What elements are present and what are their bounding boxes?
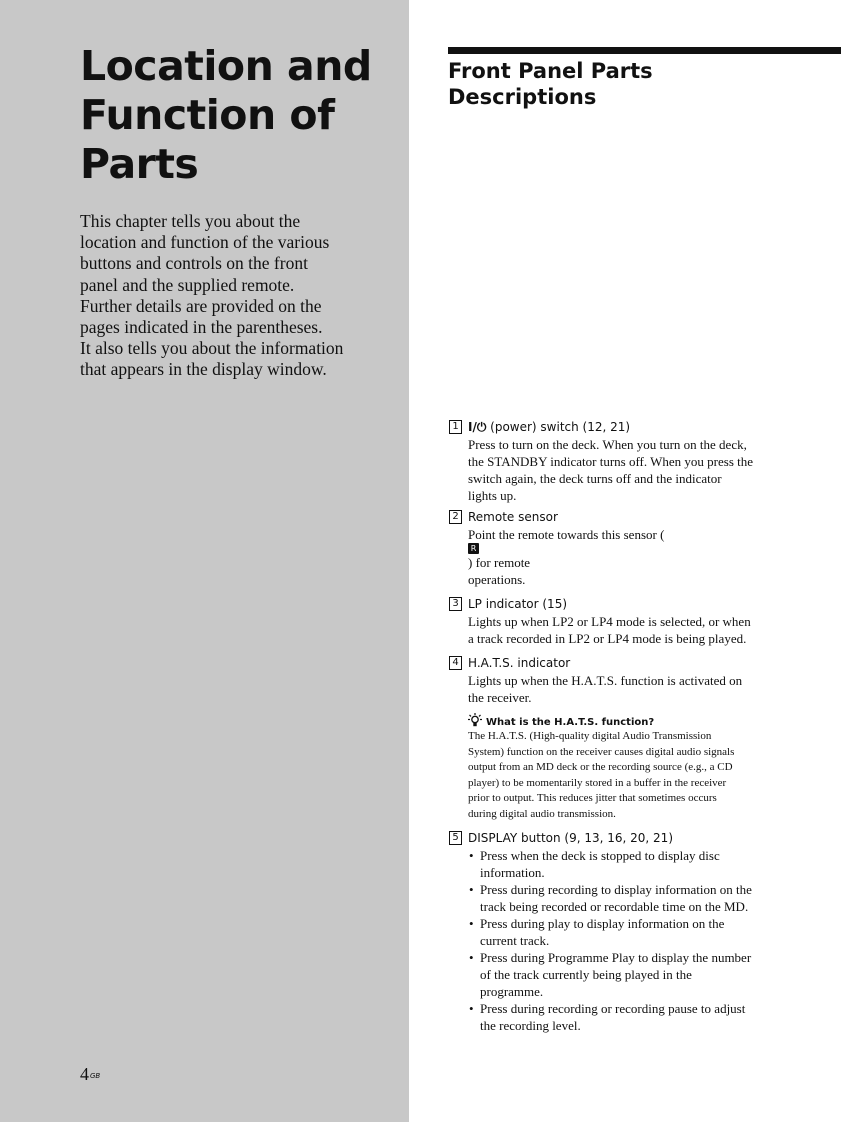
part-item — [448, 596, 788, 647]
tip-line: prior to output. This reduces jitter that sometimes occurs — [468, 792, 717, 805]
page-number-value: 4 — [80, 1064, 89, 1084]
bullet-icon: • — [469, 949, 474, 965]
bullet-line: Press during play to display information on the — [480, 915, 725, 931]
part-heading: LP indicator (15) — [468, 597, 568, 611]
bullet-line: programme. — [480, 983, 544, 999]
part-item — [448, 509, 788, 588]
bullet-line: Press during recording to display information on the — [480, 881, 752, 897]
chapter-title-line: Location and — [80, 42, 372, 90]
list-item — [468, 881, 788, 915]
bullet-line: Press when the deck is stopped to display disc — [480, 847, 720, 863]
bullet-icon: • — [469, 1000, 474, 1016]
page-number-suffix: GB — [90, 1072, 101, 1080]
page-number — [80, 1064, 100, 1084]
intro-line: panel and the supplied remote. — [80, 274, 295, 295]
part-heading — [468, 419, 788, 436]
desc-text: Point the remote towards this sensor ( — [468, 527, 665, 542]
intro-line: pages indicated in the parentheses. — [80, 317, 323, 338]
desc-line: Lights up when LP2 or LP4 mode is selected, or when — [468, 614, 751, 629]
part-heading: Remote sensor — [468, 510, 558, 524]
part-number: 3 — [449, 597, 462, 611]
tip-line: player) to be momentarily stored in a buffer in the receiver — [468, 776, 727, 789]
parts-list — [448, 419, 788, 1034]
part-description — [468, 436, 788, 504]
part-description — [468, 613, 788, 647]
desc-line: Press to turn on the deck. When you turn on the deck, — [468, 437, 747, 452]
part-number: 4 — [449, 656, 462, 670]
list-item — [468, 915, 788, 949]
tip-box — [468, 713, 788, 823]
desc-line: operations. — [468, 572, 526, 587]
part-heading-text: (power) switch (12, 21) — [486, 420, 631, 434]
intro-line: This chapter tells you about the — [80, 211, 301, 231]
intro-line: location and function of the various — [80, 232, 330, 253]
bullet-icon: • — [469, 915, 474, 931]
power-symbol-icon: I/⏻ — [468, 420, 487, 434]
desc-line: the receiver. — [468, 690, 532, 705]
part-item — [448, 419, 788, 504]
bullet-icon: • — [469, 847, 474, 863]
bullet-line: of the track currently being played in the — [480, 966, 692, 982]
list-item — [468, 1000, 788, 1034]
bullet-list — [468, 847, 788, 1034]
tip-line: during digital audio transmission. — [468, 807, 616, 820]
bullet-line: the recording level. — [480, 1017, 581, 1033]
intro-line: that appears in the display window. — [80, 359, 327, 380]
part-description — [468, 672, 788, 706]
tip-line: System) function on the receiver causes digital audio signals — [468, 745, 735, 758]
section-title-line: Front Panel Parts — [448, 59, 653, 83]
desc-line: lights up. — [468, 488, 517, 503]
intro-line: It also tells you about the information — [80, 338, 344, 359]
intro-line: Further details are provided on the — [80, 295, 322, 316]
chapter-title-line: Parts — [80, 140, 199, 188]
section-title — [448, 58, 828, 110]
lightbulb-icon — [468, 713, 482, 727]
desc-text: ) for remote — [468, 555, 531, 570]
section-rule — [448, 47, 841, 54]
left-panel — [0, 0, 409, 1122]
bullet-line: Press during Programme Play to display the number — [480, 949, 752, 965]
part-number: 5 — [449, 831, 462, 845]
desc-line: Lights up when the H.A.T.S. function is activated on — [468, 673, 743, 688]
tip-body — [468, 729, 788, 823]
desc-line: the STANDBY indicator turns off. When you press the — [468, 454, 754, 469]
part-item — [448, 830, 788, 1034]
chapter-title-line: Function of — [80, 91, 335, 139]
chapter-title — [80, 42, 400, 189]
desc-line — [468, 526, 788, 571]
section-title-line: Descriptions — [448, 85, 597, 109]
remote-sensor-icon: R — [468, 543, 479, 554]
tip-heading — [468, 713, 788, 729]
part-number: 1 — [449, 420, 462, 434]
chapter-intro — [80, 211, 380, 381]
bullet-line: Press during recording or recording pause to adjust — [480, 1000, 746, 1016]
intro-line: buttons and controls on the front — [80, 253, 308, 274]
desc-line: a track recorded in LP2 or LP4 mode is being played. — [468, 631, 747, 646]
bullet-line: current track. — [480, 932, 550, 948]
tip-title: What is the H.A.T.S. function? — [486, 717, 655, 728]
tip-line: The H.A.T.S. (High-quality digital Audio Transmission — [468, 730, 712, 742]
desc-line: switch again, the deck turns off and the indicator — [468, 471, 722, 486]
part-item — [448, 655, 788, 823]
part-number: 2 — [449, 510, 462, 524]
bullet-line: track being recorded or recordable time on the MD. — [480, 898, 749, 914]
list-item — [468, 847, 788, 881]
part-heading: DISPLAY button (9, 13, 16, 20, 21) — [468, 830, 674, 845]
part-description — [468, 526, 788, 588]
bullet-icon: • — [469, 881, 474, 897]
part-heading: H.A.T.S. indicator — [468, 656, 571, 670]
bullet-line: information. — [480, 864, 545, 880]
tip-line: output from an MD deck or the recording source (e.g., a CD — [468, 761, 733, 774]
list-item — [468, 949, 788, 1000]
